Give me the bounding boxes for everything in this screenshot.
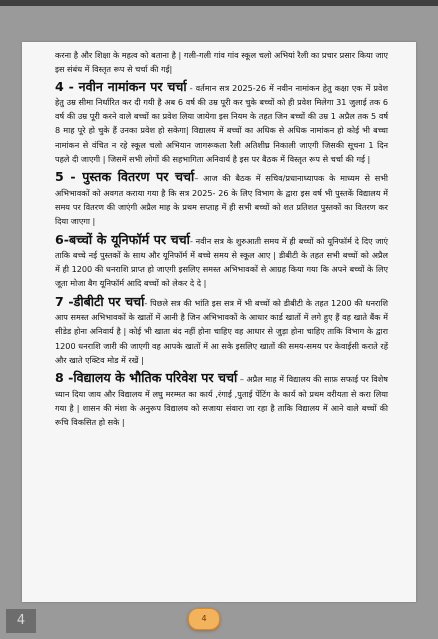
- page-number-badge: 4: [188, 608, 220, 630]
- section-8-body: – अप्रैल माह में विद्यालय की साफ़ सफाई पर विशेष ध्यान दिया जाय और विद्यालय में लघु मरम्मत का कार्य ,रंगाई ,पुताई पेंटिंग के कार्य को प्रथम वरीयता से करा लिया गया है | शासन की मंशा के अनुरूप विद्यालय को सजाया संवारा जा रहा है ताकि विद्यालय में आने वाले बच्चों की रूचि विकसित हो सके |: [55, 374, 388, 428]
- section-5-body: – आज की बैठक में सचिव/प्रधानाध्यापक के माध्यम से सभी अभिभावकों को अवगत कराया गया है कि सत्र 2025- 26 के लिए विभाग के द्वारा इस वर्ष भी पुस्तकें विद्यालय में समय पर वितरण की जाएंगी अप्रैल माह के प्रथम सप्ताह में ही सभी बच्चों को शत प्रतिशत पुस्तकों का वितरण कर दिया जाएगा |: [55, 173, 389, 227]
- section-4-body: - वर्तमान सत्र 2025-26 में नवीन नामांकन हेतु कक्षा एक में प्रवेश हेतु उम्र सीमा निर्धारित कर दी गयी है अब 6 वर्ष की उम्र पूरी कर चुके बच्चों को ही प्रवेश मिलेगा 31 जुलाई तक 6 वर्ष की उम्र पूरी करने वाले बच्चों का प्रवेश लिया जायेगा इस नियम के तहत जिन बच्चों की उम्र 1 अप्रैल तक 5 वर्ष 8 माह पूरे हो चुके हैं उनका प्रवेश हो सकेगा| विद्यालय में बच्चों का अधिक से अधिक नामांकन हो कोई भी बच्चा नामांकन से वंचित न रहे स्कूल चलो अभियान जागरूकता रैली अतिशीघ्र निकाली जाएगी जिसकी सूचना 1 दिन पहले दी जाएगी | जिसमें सभी लोगों की सहभागिता अनिवार्य है इस पर बैठक में विस्तृत रूप से चर्चा की गई |: [55, 82, 389, 165]
- section-7-paragraph: [55, 295, 388, 367]
- document-page: [22, 42, 416, 623]
- section-6-body: - नवीन सत्र के शुरुआती समय में ही बच्चों को यूनिफॉर्म दे दिए जाएं ताकि बच्चे नई पुस्तकों के साथ और यूनिफॉर्म में बच्चे समय से स्कूल आए | डीबीटी के तहत सभी बच्चों को अप्रैल में ही 1200 की धनराशि प्राप्त हो जाएगी इसलिए समस्त अभिभावकों से आग्रह किया गया कि अपने बच्चों के लिए जूता मोजा बैग यूनिफॉर्म आदि बच्चों को लेकर दे दे |: [55, 235, 388, 289]
- section-4-heading: 4 - नवीन नामांकन पर चर्चा: [55, 78, 187, 94]
- section-8-heading: 8 -विद्यालय के भौतिक परिवेश पर चर्चा: [55, 370, 238, 386]
- intro-paragraph: करना है और शिक्षा के महत्व को बताना है | गली-गली गांव गांव स्कूल चलो अभियां रैली का प्रचार प्रसार किया जाए इस संबंध में विस्तृत रूप से चर्चा की गई|: [55, 50, 388, 75]
- section-5-heading: 5 - पुस्तक वितरण पर चर्चा: [55, 169, 195, 185]
- section-4-paragraph: [55, 80, 388, 167]
- section-5-paragraph: [55, 170, 388, 228]
- viewer-page-indicator[interactable]: 4: [6, 609, 36, 633]
- section-8-paragraph: [55, 371, 388, 429]
- section-7-heading: 7 -डीबीटी पर चर्चा: [55, 293, 145, 309]
- section-6-heading: 6-बच्चों के यूनिफॉर्म पर चर्चा: [55, 231, 190, 247]
- section-7-body: - पिछले सत्र की भांति इस सत्र में भी बच्चों को डीबीटी के तहत 1200 की धनराशि आप समस्त अभिभावकों के खातों में आनी है जिन अभिभावकों के आधार कार्ड खातों में लगे हुए हैं वह खाते बैंक में सीडेड होना अनिवार्य है | कोई भी खाता बंद नहीं होना चाहिए वह आधार से जुड़ा होना चाहिए ताकि विभाग के द्वारा 1200 धनराशि जारी की जाएगी वह आपके खातों में आ सके इसलिए खातों की समय-समय पर केवाईसी कराते रहें और खाते एक्टिव मोड में रखें |: [55, 297, 388, 365]
- window-top-bar: [0, 0, 438, 6]
- section-6-paragraph: [55, 233, 388, 291]
